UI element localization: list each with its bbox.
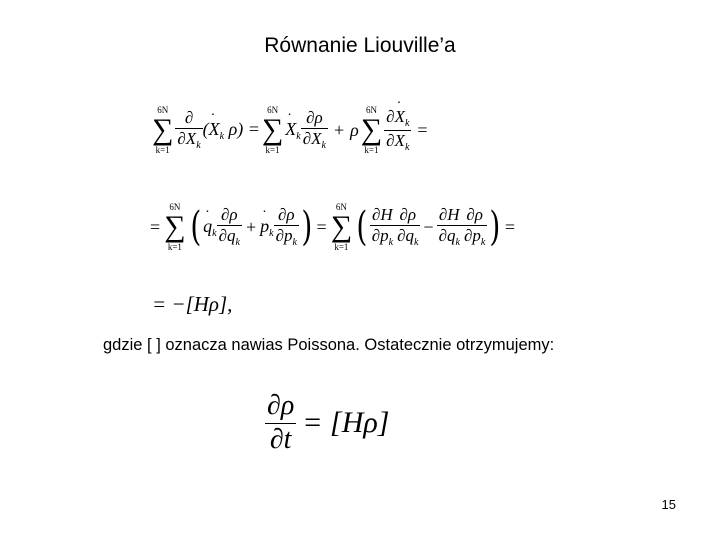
fraction: $\frac{\partial\cdot X_k}{\partial X_k}$ <box>384 107 411 153</box>
fraction: $\frac{\partial\rho}{\partial p_k}$ <box>463 205 486 249</box>
fraction: $\frac{\partial}{\partial X_k}$ <box>177 108 201 152</box>
sum-symbol: 6N ∑ k=1 <box>360 105 383 155</box>
equation-line-3: = −[Hρ], <box>152 292 233 316</box>
fraction: $\frac{\partial\rho}{\partial t}$ <box>267 390 295 455</box>
fraction: $\frac{\partial H}{\partial q_k}$ <box>438 205 460 249</box>
fraction: $\frac{\partial\rho}{\partial q_k}$ <box>397 205 419 249</box>
fraction: $\frac{\partial\rho}{\partial p_k}$ <box>275 205 297 249</box>
sum-symbol: 6N ∑ k=1 <box>152 105 174 155</box>
equation-line-2: = 6N ∑ k=1 ( · $q_k$ $\frac{\partial\rho}{\partial q_k}$ + · $p_k$ $\frac{\partial\rho}{\partial p_k}$ ) = 6N ∑ k=1 ( $\frac{\partial H}{\partial p_k}$ $\frac{\partial\rho}{\partial q_k}$ − $\frac{\partial H}{\partial q_k}$ $\frac{\partial\rho}{\partial p_k}$ ) = <box>150 192 515 262</box>
sum-symbol: 6N ∑ k=1 <box>164 202 186 252</box>
fraction: $\frac{\partial H}{\partial p_k}$ <box>371 205 394 249</box>
sum-symbol: 6N ∑ k=1 <box>261 105 284 155</box>
equation-line-1: 6N ∑ k=1 $\frac{\partial}{\partial X_k}$ (· $X_k$ ρ) = 6N ∑ k=1 · $X_k$ $\frac{\partial\rho}{\partial X_k}$ + ρ 6N ∑ k=1 $\frac{\partial\cdot X_k}{\partial X_k}$ = <box>150 100 428 160</box>
final-equation <box>265 388 389 458</box>
fraction: $\frac{\partial\rho}{\partial X_k}$ <box>302 108 326 152</box>
body-text: gdzie [ ] oznacza nawias Poissona. Ostatecznie otrzymujemy: <box>103 336 555 354</box>
slide-title: Równanie Liouville’a <box>264 34 456 57</box>
sum-symbol: 6N ∑ k=1 <box>330 202 353 252</box>
fraction: $\frac{\partial\rho}{\partial q_k}$ <box>218 205 240 249</box>
final-rhs: = [Hρ] <box>302 406 390 439</box>
page-number: 15 <box>661 497 676 512</box>
